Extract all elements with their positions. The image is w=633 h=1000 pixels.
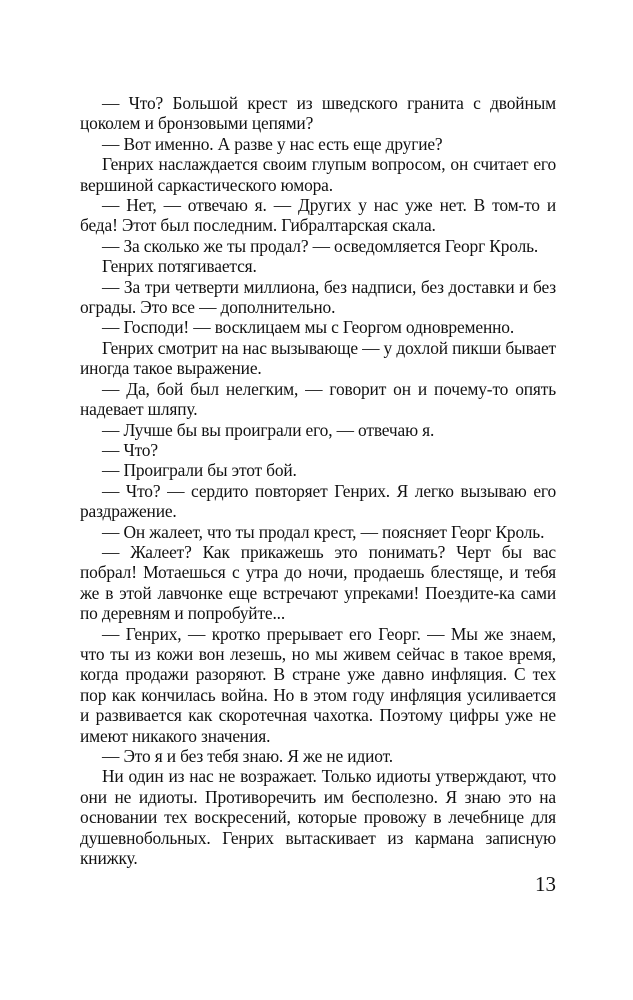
page-number: 13: [535, 872, 556, 896]
paragraph-5: — За сколько же ты продал? — осведомляется Георг Кроль.: [102, 235, 539, 256]
paragraph-7: — За три четверти миллиона, без надписи, без доставки и без ограды. Это все — дополнительно.: [80, 276, 556, 318]
paragraph-17: — Генрих, — кротко прерывает его Георг. — Мы же знаем, что ты из кожи вон лезешь, но мы живем сейчас в такое время, когда продажи разоряют. В стране уже давно инфляция. С тех пор как кончилась война. Но в этом году инфляция усиливается и развивается как скоротечная чахотка. Поэтому цифры уже не имеют никакого значения.: [80, 623, 556, 746]
body-text: [80, 93, 556, 868]
paragraph-15: — Он жалеет, что ты продал крест, — поясняет Георг Кроль.: [102, 521, 545, 542]
paragraph-6: Генрих потягивается.: [102, 256, 257, 277]
paragraph-10: — Да, бой был нелегким, — говорит он и почему-то опять надевает шляпу.: [80, 378, 556, 420]
paragraph-13: — Проиграли бы этот бой.: [102, 460, 297, 481]
paragraph-18: — Это я и без тебя знаю. Я же не идиот.: [102, 746, 393, 766]
paragraph-4: — Нет, — отвечаю я. — Других у нас уже нет. В том-то и беда! Этот был последним. Гибралтарская скала.: [80, 195, 556, 236]
paragraph-11: — Лучше бы вы проиграли его, — отвечаю я.: [102, 419, 435, 440]
paragraph-16: — Жалеет? Как прикажешь это понимать? Черт бы вас побрал! Мотаешься с утра до ночи, продаешь блестяще, и тебя же в этой лавчонке еще встречают упреками! Поездите-ка сами по деревням и попробуйте...: [80, 541, 556, 624]
paragraph-12: — Что?: [102, 439, 158, 460]
paragraph-19: Ни один из нас не возражает. Только идиоты утверждают, что они не идиоты. Противоречить им бесполезно. Я знаю это на основании тех воскресений, которые провожу в лечебнице для душевнобольных. Генрих вытаскивает из кармана записную книжку.: [80, 766, 556, 869]
paragraph-2: — Вот именно. А разве у нас есть еще другие?: [102, 133, 443, 154]
paragraph-1: — Что? Большой крест из шведского гранита с двойным цоколем и бронзовыми цепями?: [80, 93, 556, 134]
paragraph-9: Генрих смотрит на нас вызывающе — у дохлой пикши бывает иногда такое выражение.: [80, 337, 556, 379]
paragraph-3: Генрих наслаждается своим глупым вопросом, он считает его вершиной саркастического юмора.: [80, 154, 556, 195]
paragraph-8: — Господи! — восклицаем мы с Георгом одновременно.: [102, 317, 515, 338]
paragraph-14: — Что? — сердито повторяет Генрих. Я легко вызываю его раздражение.: [80, 480, 556, 522]
